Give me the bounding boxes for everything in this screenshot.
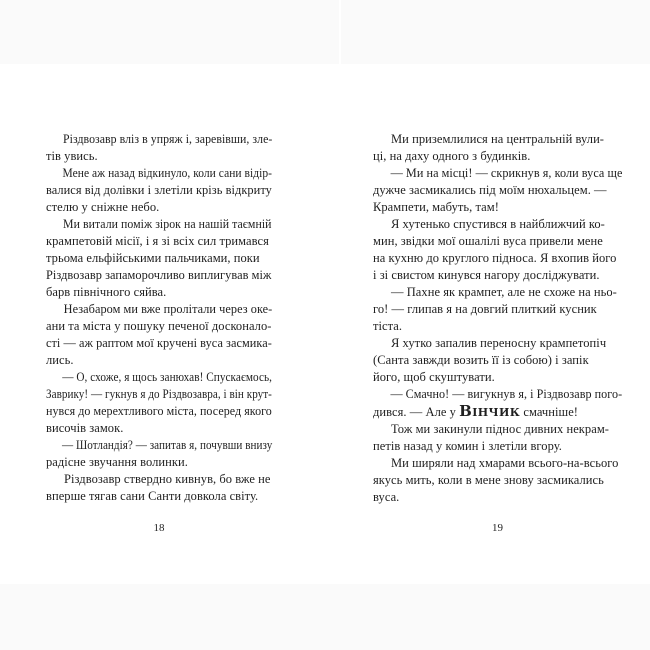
text-line: Я хутко запалив переносну крампетопіч: [391, 336, 607, 350]
text-line: (Санта завжди возить її із собою) і запік: [373, 353, 589, 367]
text-line: ці, на даху одного з будинків.: [373, 149, 531, 163]
reader-background-top: [0, 0, 650, 64]
text-line: на кухню до круглого підноса. Я вхопив його: [373, 251, 617, 265]
text-line: — Смачно! — вигукнув я, і Різдвозавр пого-: [390, 387, 623, 401]
brand-word: Вінчик: [459, 402, 521, 420]
text-line: лись.: [46, 353, 74, 367]
text-line: і зі свистом кинувся нагору досліджувати.: [373, 268, 600, 282]
text-line: височів замок.: [46, 421, 124, 435]
text-line: дився. — Але у Вінчик смачніше!: [373, 402, 579, 420]
text-line: Мене аж назад відкинуло, коли сани відір-: [62, 166, 273, 180]
text-line: Тож ми закинули піднос дивних некрам-: [391, 422, 609, 436]
text-line: Різдвозавр вліз в упряж і, заревівши, зле-: [63, 132, 273, 146]
text-line: ани та міста у пошуку печеної досконало-: [46, 319, 272, 333]
text-line: петів назад у комин і злетіли вгору.: [373, 439, 562, 453]
text-line: сті — аж раптом мої кручені вуса засмика-: [46, 336, 272, 350]
paragraph: [46, 437, 272, 471]
text-line: — Пахне як крампет, але не схоже на ньо-: [391, 285, 617, 299]
text-line: крампетовій місії, і я зі всіх сил тримався: [46, 234, 269, 248]
left-page[interactable]: [0, 64, 337, 584]
text-line: вуса.: [373, 490, 400, 504]
text-line: тів увись.: [46, 149, 98, 163]
paragraph: [46, 216, 272, 301]
text-line: стелю у сніжне небо.: [46, 200, 160, 214]
text-line: Ми ширяли над хмарами всього-на-всього: [391, 456, 619, 470]
text-line: нувся до мерехтливого міста, посеред якого: [46, 404, 272, 418]
paragraph: [373, 284, 622, 335]
text-line: Незабаром ми вже пролітали через оке-: [63, 302, 273, 316]
paragraph: [373, 455, 622, 506]
paragraph: [46, 369, 272, 437]
text-line: го! — глипав я на довгий плиткий кусник: [373, 302, 597, 316]
text-line: його, щоб скуштувати.: [373, 370, 495, 384]
paragraph: [373, 421, 622, 455]
text-line: — Ми на місці! — скрикнув я, коли вуса ще: [390, 166, 623, 180]
text-line: барв північного сяйва.: [46, 285, 167, 299]
text-line: трьома ельфійськими пальчиками, поки: [46, 251, 260, 265]
paragraph: [373, 165, 622, 216]
text-line: Крампети, мабуть, там!: [373, 200, 499, 214]
text-line: якусь мить, коли в мене знову засмикались: [373, 473, 604, 487]
text-line: Ми приземлилися на центральній вули-: [391, 132, 605, 146]
text-line: мин, звідки мої ошалілі вуса привели мене: [373, 234, 603, 248]
right-page-number: 19: [492, 522, 503, 534]
paragraph: [46, 301, 272, 369]
paragraph: [373, 386, 622, 421]
text-line: радісне звучання волинки.: [46, 455, 188, 469]
left-page-number: 18: [153, 522, 165, 534]
paragraph: [373, 335, 622, 386]
text-line: дужче засмикались під моїм нюхальцем. —: [373, 183, 607, 197]
text-line: Різдвозавр запаморочливо виплигував між: [46, 268, 272, 282]
text-line: валися від долівки і злетіли крізь відкриту: [46, 183, 272, 197]
paragraph: [373, 131, 622, 165]
page-gutter-seam: [339, 0, 341, 64]
text-line: тіста.: [373, 319, 403, 333]
right-page-text: [373, 131, 622, 506]
text-line: вперше тягав сани Санти довкола світу.: [46, 489, 259, 503]
paragraph: [46, 131, 272, 165]
text-line: — Шотландія? — запитав я, почувши внизу: [62, 438, 273, 452]
left-page-text: [46, 131, 272, 505]
right-page[interactable]: [337, 64, 650, 584]
reader-background-bottom: [0, 584, 650, 650]
paragraph: [46, 471, 272, 505]
text-line: Я хутенько спустився в найближчий ко-: [391, 217, 605, 231]
text-line: Ми витали поміж зірок на нашій таємній: [63, 217, 272, 231]
text-line: Різдвозавр ствердно кивнув, бо вже не: [64, 472, 271, 486]
text-line: Заврику! — гукнув я до Різдвозавра, і він крут-: [46, 387, 272, 401]
paragraph: [46, 165, 272, 216]
text-line: — О, схоже, я щось занюхав! Спускаємось,: [62, 370, 273, 384]
paragraph: [373, 216, 622, 284]
